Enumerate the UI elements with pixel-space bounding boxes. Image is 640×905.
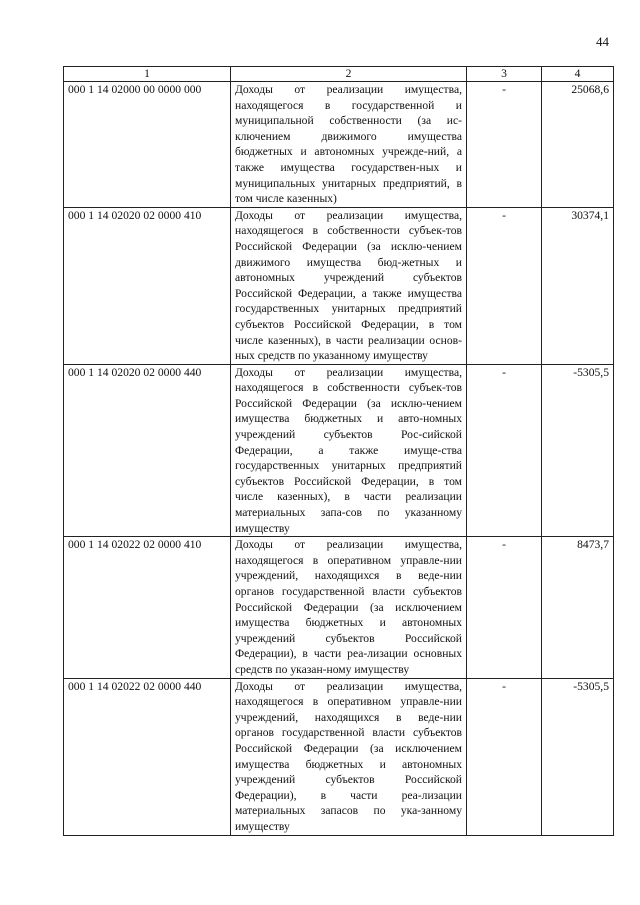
column-header-4: 4 (542, 67, 614, 82)
column-3-value: - (467, 207, 542, 364)
income-code: 000 1 14 02020 02 0000 410 (64, 207, 231, 364)
column-3-value: - (467, 82, 542, 208)
income-code: 000 1 14 02020 02 0000 440 (64, 364, 231, 537)
income-description: Доходы от реализации имущества, находящегося в государственной и муниципальной собственности (за ис-ключением движимого имущества бюджетных и автономных учрежде-ний, а также имущества государствен-ных и муниципальных унитарных предприятий, в том числе казенных) (231, 82, 467, 208)
column-3-value: - (467, 678, 542, 835)
amount-value: 25068,6 (542, 82, 614, 208)
column-3-value: - (467, 364, 542, 537)
table-row (64, 82, 614, 208)
income-description: Доходы от реализации имущества, находящегося в собственности субъек-тов Российской Федерации (за исклю-чением движимого имущества бюд-жетных и автономных учреждений субъектов Российской Федерации, а также имущества государственных унитарных предприятий субъектов Российской Федерации, в том числе казенных), в части реализации основ-ных средств по указанному имуществу (231, 207, 467, 364)
amount-value: 30374,1 (542, 207, 614, 364)
column-header-2: 2 (231, 67, 467, 82)
amount-value: -5305,5 (542, 364, 614, 537)
budget-table (63, 66, 614, 836)
column-header-3: 3 (467, 67, 542, 82)
page-number: 44 (596, 34, 609, 49)
column-header-1: 1 (64, 67, 231, 82)
amount-value: -5305,5 (542, 678, 614, 835)
table-row (64, 364, 614, 537)
income-description: Доходы от реализации имущества, находящегося в оперативном управле-нии учреждений, находящихся в веде-нии органов государственной власти субъектов Российской Федерации (за исключением имущества бюджетных и автономных учреждений субъектов Российской Федерации), в части реа-лизации основных средств по указан-ному имуществу (231, 537, 467, 678)
amount-value: 8473,7 (542, 537, 614, 678)
table-row (64, 537, 614, 678)
income-code: 000 1 14 02022 02 0000 410 (64, 537, 231, 678)
table-row (64, 678, 614, 835)
table-header-row (64, 67, 614, 82)
income-description: Доходы от реализации имущества, находящегося в оперативном управле-нии учреждений, находящихся в веде-нии органов государственной власти субъектов Российской Федерации (за исключением имущества бюджетных и автономных учреждений субъектов Российской Федерации), в части реа-лизации материальных запасов по ука-занному имуществу (231, 678, 467, 835)
table-row (64, 207, 614, 364)
column-3-value: - (467, 537, 542, 678)
income-code: 000 1 14 02022 02 0000 440 (64, 678, 231, 835)
income-description: Доходы от реализации имущества, находящегося в собственности субъек-тов Российской Федерации (за исклю-чением имущества бюджетных и авто-номных учреждений субъектов Рос-сийской Федерации, а также имуще-ства государственных унитарных предприятий субъектов Российской Федерации, в том числе казенных), в части реализации материальных запа-сов по указанному имуществу (231, 364, 467, 537)
income-code: 000 1 14 02000 00 0000 000 (64, 82, 231, 208)
